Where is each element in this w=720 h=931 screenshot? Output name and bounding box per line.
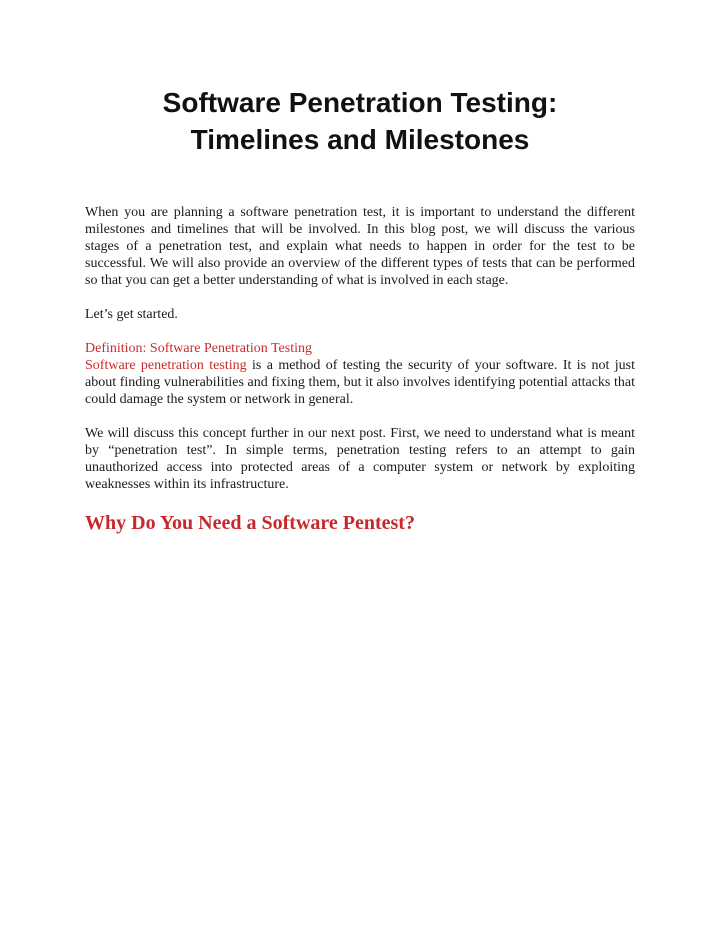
section-heading: Why Do You Need a Software Pentest? bbox=[85, 512, 415, 534]
page-title bbox=[60, 84, 660, 158]
definition-paragraph bbox=[85, 340, 635, 408]
title-line-1: Software Penetration Testing: bbox=[162, 87, 558, 118]
definition-text: is a method of testing the security of your software. It is not just about finding vulnerabilities and fixing them, but it also involves identifying potential attacks that could damage the system or network in general. bbox=[85, 358, 636, 407]
definition-link[interactable]: Software penetration testing bbox=[85, 358, 247, 373]
article-body bbox=[85, 204, 635, 536]
title-line-2: Timelines and Milestones bbox=[190, 124, 530, 155]
intro-paragraph: When you are planning a software penetration test, it is important to understand the different milestones and timelines that will be involved. In this blog post, we will discuss the various stages of a penetration test, and explain what needs to happen in order for the test to be successful. We will also provide an overview of the different types of tests that can be performed so that you can get a better understanding of what is involved in each stage. bbox=[85, 205, 635, 288]
further-paragraph: We will discuss this concept further in our next post. First, we need to understand what is meant by “penetration test”. In simple terms, penetration testing refers to an attempt to gain unauthorized access into protected areas of a computer system or network by exploiting weaknesses within its infrastructure. bbox=[85, 426, 635, 492]
lets-start-paragraph: Let’s get started. bbox=[85, 307, 178, 322]
definition-heading: Definition: Software Penetration Testing bbox=[85, 341, 312, 356]
